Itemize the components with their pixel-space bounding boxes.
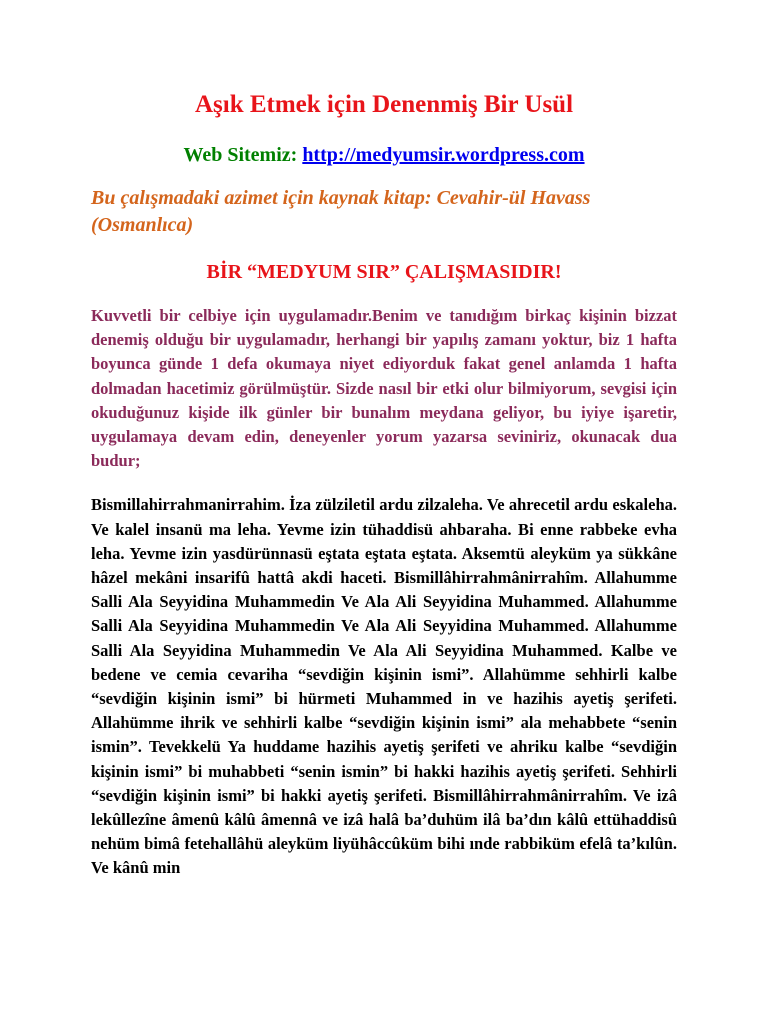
subheading: BİR “MEDYUM SIR” ÇALIŞMASIDIR! <box>206 261 562 283</box>
document-title: Aşık Etmek için Denenmiş Bir Usül <box>194 91 574 118</box>
website-link[interactable]: http://medyumsir.wordpress.com <box>302 144 585 166</box>
document-content <box>91 90 677 881</box>
source-note: Bu çalışmadaki azimet için kaynak kitap: Cevahir-ül Havass (Osmanlıca) <box>91 187 591 236</box>
body-paragraph: Bismillahirrahmanirrahim. İza zülziletil ardu zilzaleha. Ve ahrecetil ardu eskaleha. Ve kalel insanü ma leha. Yevme izin tühaddisü ahbaraha. Bi enne rabbeke evha leha. Yevme izin yasdürünnasü eştata eştata eştata. Aksemtü aleyküm ya sükkâne hâzel mekâni insarifû hattâ akdi haceti. Bismillâhirrahmânirrahîm. Allahumme Salli Ala Seyyidina Muhammedin Ve Ala Ali Seyyidina Muhammed. Allahumme Salli Ala Seyyidina Muhammedin Ve Ala Ali Seyyidina Muhammed. Allahumme Salli Ala Seyyidina Muhammedin Ve Ala Ali Seyyidina Muhammed. Kalbe ve bedene ve cemia cevariha “sevdiğin kişinin ismi”. Allahümme sehhirli kalbe “sevdiğin kişinin ismi” bi hürmeti Muhammed in ve hazihis ayetiş şerifeti. Allahümme ihrik ve sehhirli kalbe “sevdiğin kişinin ismi” ala mehabbete “senin ismin”. Tevekkelü Ya huddame hazihis ayetiş şerifeti ve ahriku kalbe “sevdiğin kişinin ismi” bi muhabbeti “senin ismin” bi hakki hazihis ayetiş şerifeti. Sehhirli “sevdiğin kişinin ismi” bi hakki ayetiş şerifeti. Bismillâhirrahmânirrahîm. Ve izâ lekûllezîne âmenû kâlû âmennâ ve izâ halâ ba’duhüm ilâ ba’dın kâlû ettühaddisû nehüm bimâ fetehallâhü aleyküm liyühâccûküm bihi ınde rabbiküm efelâ ta’kılûn. Ve kânû min <box>91 495 677 878</box>
website-line <box>91 142 677 168</box>
website-label: Web Sitemiz: <box>183 144 303 166</box>
intro-paragraph: Kuvvetli bir celbiye için uygulamadır.Benim ve tanıdığım birkaç kişinin bizzat denemiş olduğu bir uygulamadır, herhangi bir yapılış zamanı yoktur, biz 1 hafta boyunca günde 1 defa okumaya niyet ediyorduk fakat genel anlamda 1 hafta dolmadan hacetimiz görülmüştür. Sizde nasıl bir etki olur bilmiyorum, sevgisi için okuduğunuz kişide ilk günler bir bunalım meydana geliyor, bu iyiye işaretir, uygulamaya devam edin, deneyenler yorum yazarsa seviniriz, okunacak dua budur; <box>91 306 677 471</box>
